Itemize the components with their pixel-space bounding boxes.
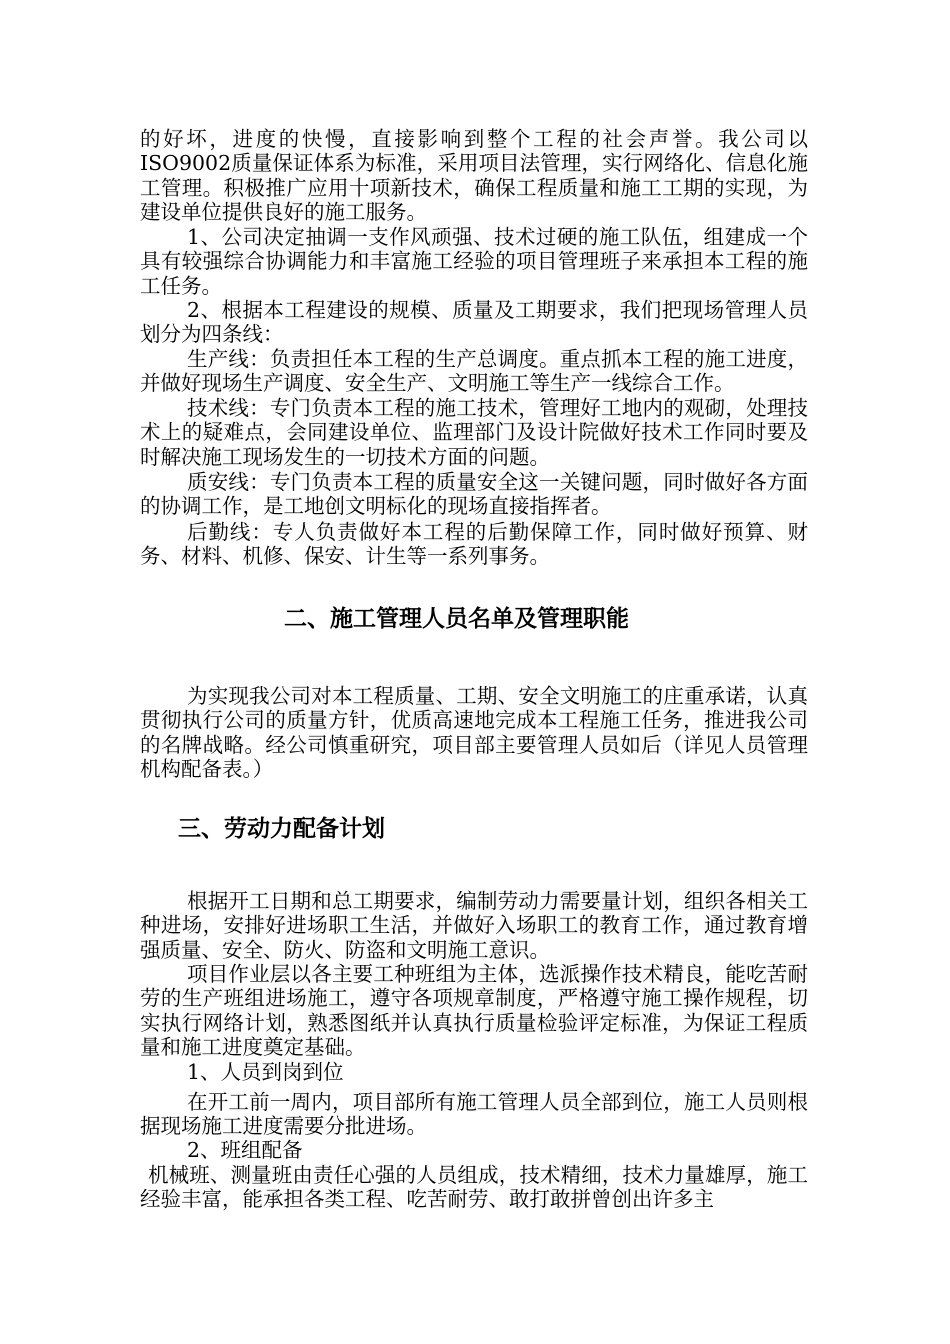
paragraph: 技术线：专门负责本工程的施工技术，管理好工地内的观砌，处理技术上的疑难点，会同建设单位、监理部门及设计院做好技术工作同时要及时解决施工现场发生的一切技术方面的问题。: [140, 396, 808, 469]
section-heading: 三、劳动力配备计划: [178, 816, 385, 842]
section-heading: 二、施工管理人员名单及管理职能: [284, 606, 629, 632]
paragraph: 1、公司决定抽调一支作风顽强、技术过硬的施工队伍，组建成一个具有较强综合协调能力和丰富施工经验的项目管理班子来承担本工程的施工任务。: [140, 225, 808, 298]
paragraph: 为实现我公司对本工程质量、工期、安全文明施工的庄重承诺，认真贯彻执行公司的质量方针，优质高速地完成本工程施工任务，推进我公司的名牌战略。经公司慎重研究，项目部主要管理人员如后（详见人员管理机构配备表。）: [140, 684, 808, 782]
paragraph: 后勤线：专人负责做好本工程的后勤保障工作，同时做好预算、财务、材料、机修、保安、计生等一系列事务。: [140, 520, 808, 569]
paragraph: 的好坏，进度的快慢，直接影响到整个工程的社会声誉。我公司以ISO9002质量保证体系为标准，采用项目法管理，实行网络化、信息化施工管理。积极推广应用十项新技术，确保工程质量和施工工期的实现，为建设单位提供良好的施工服务。: [140, 127, 808, 225]
paragraph: 1、人员到岗到位: [187, 1060, 344, 1084]
paragraph: 质安线：专门负责本工程的质量安全这一关键问题，同时做好各方面的协调工作，是工地创文明标化的现场直接指挥者。: [140, 470, 808, 519]
paragraph: 2、班组配备: [187, 1138, 303, 1162]
paragraph: 生产线：负责担任本工程的生产总调度。重点抓本工程的施工进度，并做好现场生产调度、安全生产、文明施工等生产一线综合工作。: [140, 347, 808, 396]
paragraph: 根据开工日期和总工期要求，编制劳动力需要量计划，组织各相关工种进场，安排好进场职工生活，并做好入场职工的教育工作，通过教育增强质量、安全、防火、防盗和文明施工意识。: [140, 889, 808, 962]
paragraph: 项目作业层以各主要工种班组为主体，选派操作技术精良，能吃苦耐劳的生产班组进场施工，遵守各项规章制度，严格遵守施工操作规程，切实执行网络计划，熟悉图纸并认真执行质量检验评定标准，为保证工程质量和施工进度奠定基础。: [140, 962, 808, 1060]
paragraph: 2、根据本工程建设的规模、质量及工期要求，我们把现场管理人员划分为四条线：: [140, 298, 808, 347]
paragraph: 在开工前一周内，项目部所有施工管理人员全部到位，施工人员则根据现场施工进度需要分批进场。: [140, 1090, 808, 1139]
paragraph: 机械班、测量班由责任心强的人员组成，技术精细，技术力量雄厚，施工经验丰富，能承担各类工程、吃苦耐劳、敢打敢拼曾创出许多主: [140, 1163, 808, 1212]
